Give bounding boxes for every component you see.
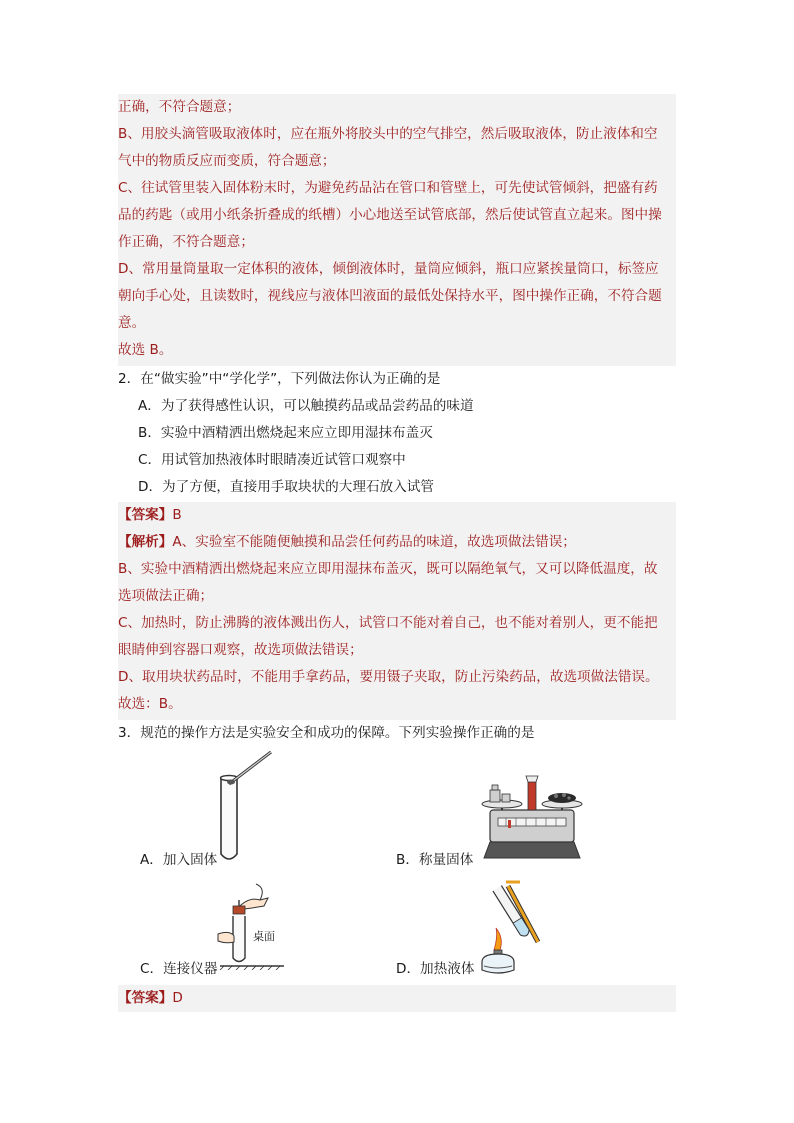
analysis-line: C、加热时，防止沸腾的液体溅出伤人，试管口不能对着自己，也不能对着别人，更不能把 <box>118 615 658 631</box>
balance-scale-icon <box>476 770 588 864</box>
analysis-tag: 【解析】 <box>118 534 173 550</box>
q2-option-c: C．用试管加热液体时眼睛凑近试管口观察中 <box>138 452 406 468</box>
analysis-text: A、实验室不能随便触摸和品尝任何药品的味道，故选项做法错误； <box>172 534 576 550</box>
answer-value: D <box>172 990 183 1006</box>
q2-option-a: A．为了获得感性认识，可以触摸药品或品尝药品的味道 <box>138 398 474 414</box>
explanation-line: B、用胶头滴管吸取液体时，应在瓶外将胶头中的空气排空，然后吸取液体，防止液体和空 <box>118 126 658 142</box>
explanation-line: D、常用量筒量取一定体积的液体，倾倒液体时，量筒应倾斜，瓶口应紧挨量筒口，标签应 <box>118 261 659 277</box>
answer-value: B <box>172 507 182 523</box>
desk-label: 桌面 <box>253 930 275 943</box>
figure-c-label: C．连接仪器 <box>140 961 218 977</box>
explanation-line: 气中的物质反应而变质，符合题意； <box>118 153 336 169</box>
figure-a-label: A．加入固体 <box>140 852 218 868</box>
conclusion-line: 故选 B。 <box>118 342 173 358</box>
explanation-line: 作正确，不符合题意； <box>118 234 254 250</box>
analysis-line: D、取用块状药品时，不能用手拿药品，要用镊子夹取，防止污染药品，故选项做法错误。 <box>118 669 659 685</box>
q2-option-b: B．实验中酒精洒出燃烧起来应立即用湿抹布盖灭 <box>138 425 433 441</box>
explanation-line: 意。 <box>118 315 146 331</box>
alcohol-lamp-heating-icon <box>474 876 560 980</box>
answer-tag: 【答案】 <box>118 990 173 1006</box>
q2-option-d: D．为了方便，直接用手取块状的大理石放入试管 <box>138 479 434 495</box>
explanation-line: 品的药匙（或用小纸条折叠成的纸槽）小心地送至试管底部，然后使试管直立起来。图中操 <box>118 207 662 223</box>
tube-stopper-desk-icon <box>208 878 288 970</box>
question-3-stem: 3．规范的操作方法是实验安全和成功的保障。下列实验操作正确的是 <box>118 725 535 741</box>
answer-tag: 【答案】 <box>118 507 173 523</box>
analysis-line: 眼睛伸到容器口观察，故选项做法错误； <box>118 642 363 658</box>
q2-analysis-line <box>118 529 676 556</box>
analysis-line: 选项做法正确； <box>118 588 214 604</box>
explanation-line: 正确，不符合题意； <box>118 99 241 115</box>
question-2-stem: 2．在“做实验”中“学化学”，下列做法你认为正确的是 <box>118 371 441 387</box>
figure-d-label: D．加热液体 <box>396 961 475 977</box>
figure-b-label: B．称量固体 <box>396 852 474 868</box>
explanation-line: 朝向手心处，且读数时，视线应与液体凹液面的最低处保持水平，图中操作正确，不符合题 <box>118 288 662 304</box>
q2-answer-line <box>118 502 676 529</box>
analysis-line: B、实验中酒精洒出燃烧起来应立即用湿抹布盖灭，既可以隔绝氧气，又可以降低温度，故 <box>118 561 658 577</box>
q3-answer-line <box>118 985 676 1012</box>
q2-conclusion: 故选：B。 <box>118 696 182 712</box>
explanation-line: C、往试管里装入固体粉末时，为避免药品沾在管口和管壁上，可先使试管倾斜，把盛有药 <box>118 180 658 196</box>
